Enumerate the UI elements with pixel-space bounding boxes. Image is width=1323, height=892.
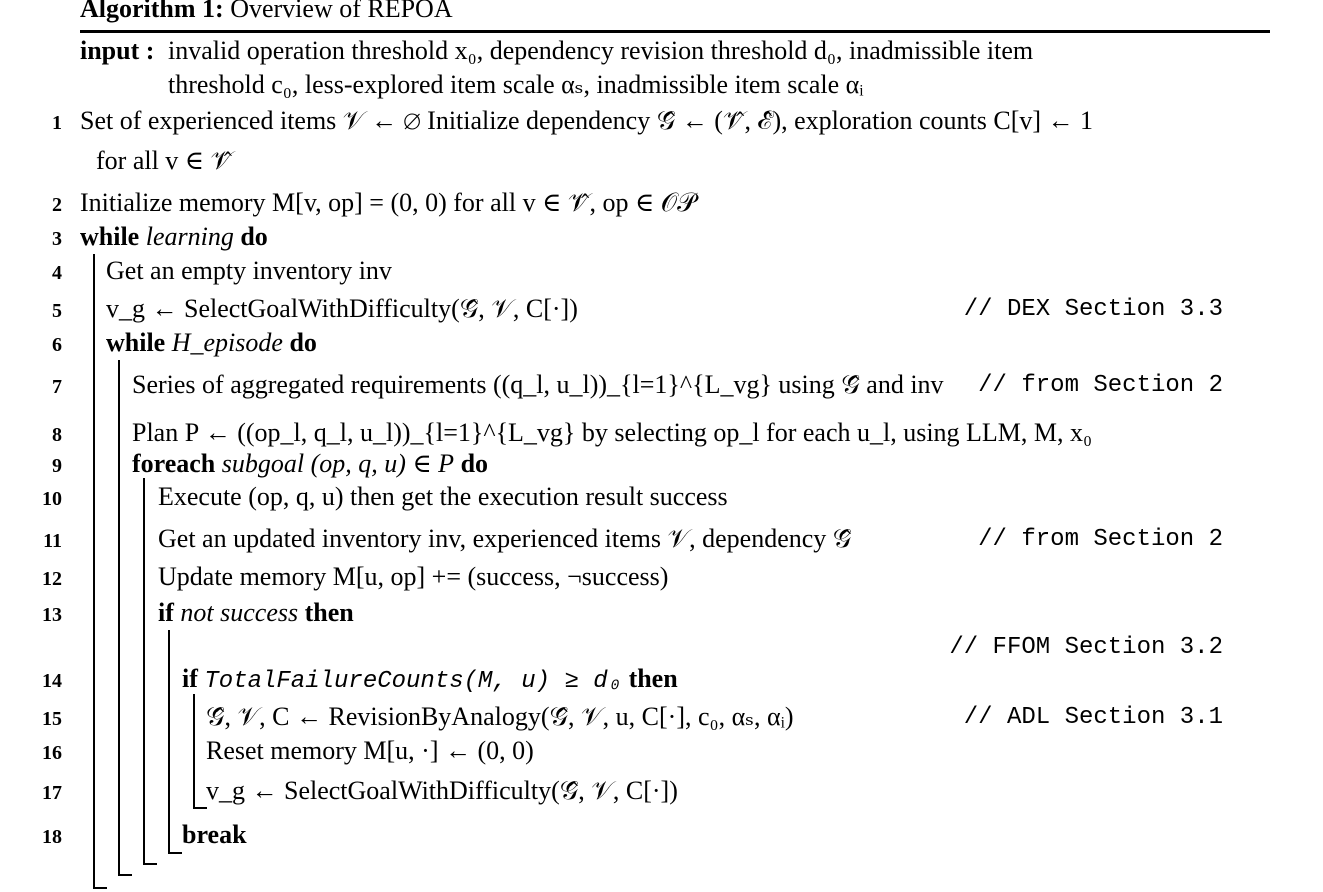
- title-rule: [80, 30, 1270, 33]
- line-4-text: Get an empty inventory inv: [106, 256, 392, 285]
- line-number: 5: [52, 300, 62, 322]
- algorithm-title: [80, 0, 453, 22]
- line-1-text: Set of experienced items 𝒱 ← ∅ Initialize dependency 𝒢̂ ← (𝒱̂, ℰ̂), exploration counts C[v] ← 1: [80, 106, 1094, 135]
- input-label: input :: [80, 36, 155, 65]
- line-11-comment: // from Section 2: [978, 526, 1223, 553]
- line-number: 18: [42, 826, 62, 848]
- input-line-1: invalid operation threshold x₀, dependency revision threshold d₀, inadmissible item: [168, 36, 1034, 65]
- block-end-foreach: [143, 863, 157, 865]
- line-3-text: [80, 224, 268, 250]
- block-end-if-failure: [193, 807, 207, 809]
- block-end-while-episode: [118, 874, 132, 876]
- keyword-break: break: [182, 820, 247, 849]
- line-number: 9: [52, 455, 62, 477]
- line-number: 10: [42, 488, 62, 510]
- line-number: 16: [42, 742, 62, 764]
- line-15-text: 𝒢̂, 𝒱, C ← RevisionByAnalogy(𝒢̂, 𝒱, u, C[·], c₀, αₛ, αᵢ): [206, 702, 794, 731]
- line-number: 3: [52, 228, 62, 250]
- keyword-then: then: [628, 664, 678, 693]
- condition: H_episode: [171, 328, 283, 357]
- ffom-comment: // FFOM Section 3.2: [949, 634, 1223, 661]
- block-end-while-learning: [93, 887, 107, 889]
- line-16-text: Reset memory M[u, ·] ← (0, 0): [206, 736, 534, 765]
- line-number: 13: [42, 604, 62, 626]
- input-line-2: threshold c₀, less-explored item scale αₛ, inadmissible item scale αᵢ: [168, 70, 864, 99]
- line-5-text: v_g ← SelectGoalWithDifficulty(𝒢̂, 𝒱, C[·]): [106, 294, 578, 323]
- line-6-text: [106, 330, 317, 356]
- line-7-text: Series of aggregated requirements ((q_l, u_l))_{l=1}^{L_vg} using 𝒢̂ and inv: [132, 370, 944, 399]
- keyword-while: while: [106, 328, 166, 357]
- line-7-comment: // from Section 2: [978, 372, 1223, 399]
- keyword-then: then: [304, 598, 354, 627]
- keyword-do: do: [289, 328, 317, 357]
- keyword-if: if: [182, 664, 198, 693]
- keyword-do: do: [460, 449, 489, 478]
- block-line-while-learning: [93, 254, 95, 888]
- line-number: 11: [43, 530, 62, 552]
- line-number: 2: [52, 194, 62, 216]
- keyword-if: if: [158, 598, 174, 627]
- block-end-if-not-success: [168, 852, 182, 854]
- keyword-foreach: foreach: [132, 449, 216, 478]
- condition: not success: [180, 598, 299, 627]
- loop-variable: subgoal (op, q, u) ∈ P: [221, 449, 455, 478]
- line-5-comment: // DEX Section 3.3: [963, 296, 1223, 323]
- line-12-text: Update memory M[u, op] += (success, ¬success): [158, 562, 669, 591]
- condition: TotalFailureCounts(M, u) ≥ d₀: [204, 668, 623, 695]
- algorithm-name: Overview of REPOA: [230, 0, 453, 23]
- line-number: 7: [52, 376, 62, 398]
- keyword-do: do: [240, 222, 268, 251]
- line-10-text: Execute (op, q, u) then get the execution result success: [158, 482, 728, 511]
- line-number: 4: [52, 262, 62, 284]
- line-number: 15: [42, 708, 62, 730]
- line-2-text: Initialize memory M[v, op] = (0, 0) for all v ∈ 𝒱̂, op ∈ 𝒪𝒫: [80, 188, 696, 217]
- line-17-text: v_g ← SelectGoalWithDifficulty(𝒢̂, 𝒱, C[·]): [206, 776, 678, 805]
- line-number: 6: [52, 334, 62, 356]
- line-number: 17: [42, 782, 62, 804]
- line-15-comment: // ADL Section 3.1: [963, 704, 1223, 731]
- block-line-foreach: [143, 478, 145, 864]
- line-14-text: [182, 666, 678, 694]
- line-1-cont: for all v ∈ 𝒱̂: [96, 146, 233, 175]
- line-number: 12: [42, 568, 62, 590]
- condition: learning: [145, 222, 234, 251]
- algorithm-label: Algorithm 1:: [80, 0, 224, 23]
- line-11-text: Get an updated inventory inv, experienced items 𝒱, dependency 𝒢̂: [158, 524, 852, 553]
- block-line-if-not-success: [168, 630, 170, 853]
- keyword-while: while: [80, 222, 140, 251]
- block-line-if-failure: [193, 694, 195, 808]
- line-9-text: [132, 451, 488, 477]
- line-8-text: Plan P ← ((op_l, q_l, u_l))_{l=1}^{L_vg} by selecting op_l for each u_l, using LLM, M, x₀: [132, 418, 1093, 447]
- line-13-text: [158, 600, 354, 626]
- line-number: 14: [42, 670, 62, 692]
- block-line-while-episode: [118, 360, 120, 875]
- line-number: 1: [52, 112, 62, 134]
- line-number: 8: [52, 424, 62, 446]
